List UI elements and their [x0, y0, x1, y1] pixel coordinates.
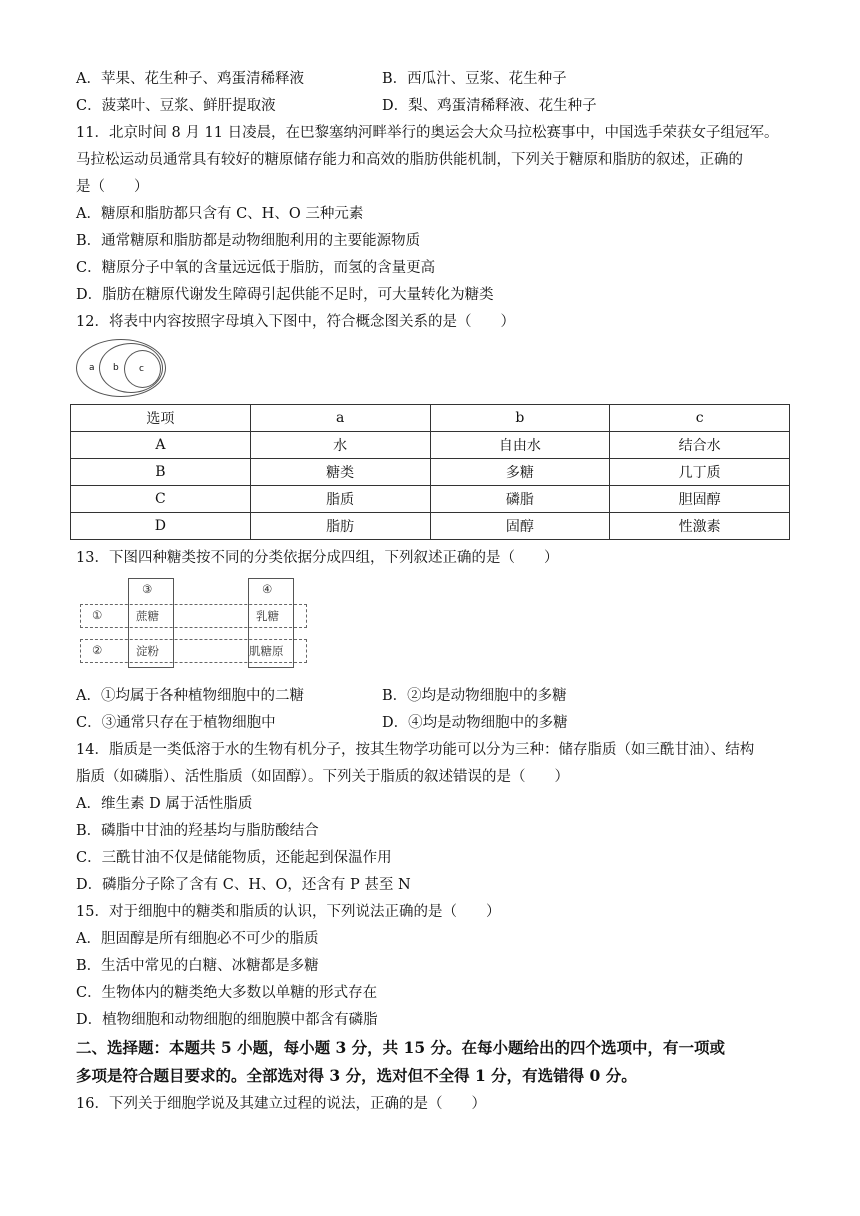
q11-option-d: D．脂肪在糖原代谢发生障碍引起供能不足时，可大量转化为糖类 — [76, 287, 494, 303]
q16-stem: 16．下列关于细胞学说及其建立过程的说法，正确的是（ ） — [76, 1096, 486, 1112]
q11-option-c: C．糖原分子中氧的含量远远低于脂肪，而氢的含量更高 — [76, 260, 436, 276]
table-header-cell: a — [250, 405, 430, 432]
table-cell: 多糖 — [430, 459, 610, 486]
q15-option-c: C．生物体内的糖类绝大多数以单糖的形式存在 — [76, 985, 378, 1001]
muscle-glycogen-cell: 肌糖原 — [249, 644, 284, 658]
q13-sugar-grouping-figure — [80, 578, 310, 678]
group-4-label: ④ — [262, 582, 273, 596]
q10-option-c: C．菠菜叶、豆浆、鲜肝提取液 — [76, 98, 276, 114]
q14-stem-line1: 14．脂质是一类低溶于水的生物有机分子，按其生物学功能可以分为三种：储存脂质（如三酰甘油）、结构 — [76, 742, 755, 758]
q11-option-b: B．通常糖原和脂肪都是动物细胞利用的主要能源物质 — [76, 233, 421, 249]
starch-cell: 淀粉 — [136, 644, 159, 658]
table-cell: B — [71, 459, 251, 486]
q14-option-b: B．磷脂中甘油的羟基均与脂肪酸结合 — [76, 823, 319, 839]
q10-option-b: B．西瓜汁、豆浆、花生种子 — [382, 71, 567, 87]
table-cell: 磷脂 — [430, 486, 610, 513]
diagram-label-c: c — [139, 364, 144, 374]
table-cell: 固醇 — [430, 513, 610, 540]
table-cell: 性激素 — [610, 513, 790, 540]
q15-stem: 15．对于细胞中的糖类和脂质的认识，下列说法正确的是（ ） — [76, 904, 501, 920]
q11-stem-line1: 11．北京时间 8 月 11 日凌晨，在巴黎塞纳河畔举行的奥运会大众马拉松赛事中，中国选手荣获女子组冠军。 — [76, 125, 779, 141]
section-2-heading-line1: 二、选择题：本题共 5 小题，每小题 3 分，共 15 分。在每小题给出的四个选项中，有一项或 — [76, 1038, 726, 1057]
q14-option-a: A．维生素 D 属于活性脂质 — [76, 796, 253, 812]
table-cell: 脂质 — [250, 486, 430, 513]
q15-option-d: D．植物细胞和动物细胞的细胞膜中都含有磷脂 — [76, 1012, 378, 1028]
table-row — [71, 486, 790, 513]
table-row — [71, 432, 790, 459]
q15-option-a: A．胆固醇是所有细胞必不可少的脂质 — [76, 931, 319, 947]
sucrose-cell: 蔗糖 — [136, 609, 159, 623]
q10-option-d: D．梨、鸡蛋清稀释液、花生种子 — [382, 98, 597, 114]
table-cell: C — [71, 486, 251, 513]
q12-stem: 12．将表中内容按照字母填入下图中，符合概念图关系的是（ ） — [76, 314, 515, 330]
table-row — [71, 459, 790, 486]
table-row — [71, 513, 790, 540]
q13-stem: 13．下图四种糖类按不同的分类依据分成四组，下列叙述正确的是（ ） — [76, 550, 559, 566]
q15-option-b: B．生活中常见的白糖、冰糖都是多糖 — [76, 958, 319, 974]
table-cell: 糖类 — [250, 459, 430, 486]
group-3-label: ③ — [142, 582, 153, 596]
q14-option-d: D．磷脂分子除了含有 C、H、O，还含有 P 甚至 N — [76, 877, 411, 893]
table-cell: 胆固醇 — [610, 486, 790, 513]
lactose-cell: 乳糖 — [256, 609, 279, 623]
table-cell: D — [71, 513, 251, 540]
table-cell: 自由水 — [430, 432, 610, 459]
table-cell: 结合水 — [610, 432, 790, 459]
table-cell: A — [71, 432, 251, 459]
table-header-cell: 选项 — [71, 405, 251, 432]
q11-stem-line2: 马拉松运动员通常具有较好的糖原储存能力和高效的脂肪供能机制，下列关于糖原和脂肪的叙述，正确的 — [76, 152, 743, 168]
q14-option-c: C．三酰甘油不仅是储能物质，还能起到保温作用 — [76, 850, 392, 866]
group-1-label: ① — [92, 608, 103, 622]
diagram-label-a: a — [89, 363, 95, 373]
table-cell: 几丁质 — [610, 459, 790, 486]
table-header-cell: b — [430, 405, 610, 432]
table-header-cell: c — [610, 405, 790, 432]
q14-stem-line2: 脂质（如磷脂）、活性脂质（如固醇）。下列关于脂质的叙述错误的是（ ） — [76, 769, 569, 785]
table-cell: 水 — [250, 432, 430, 459]
q12-table — [70, 404, 790, 540]
section-2-heading-line2: 多项是符合题目要求的。全部选对得 3 分，选对但不全得 1 分，有选错得 0 分。 — [76, 1066, 637, 1085]
q11-stem-line3: 是（ ） — [76, 179, 149, 195]
q13-option-d: D．④均是动物细胞中的多糖 — [382, 715, 568, 731]
table-header-row — [71, 405, 790, 432]
q13-option-b: B．②均是动物细胞中的多糖 — [382, 688, 567, 704]
q13-option-a: A．①均属于各种植物细胞中的二糖 — [76, 688, 304, 704]
group-2-label: ② — [92, 643, 103, 657]
diagram-label-b: b — [113, 363, 119, 373]
table-cell: 脂肪 — [250, 513, 430, 540]
q13-option-c: C．③通常只存在于植物细胞中 — [76, 715, 276, 731]
q10-option-a: A．苹果、花生种子、鸡蛋清稀释液 — [76, 71, 304, 87]
q11-option-a: A．糖原和脂肪都只含有 C、H、O 三种元素 — [76, 206, 364, 222]
